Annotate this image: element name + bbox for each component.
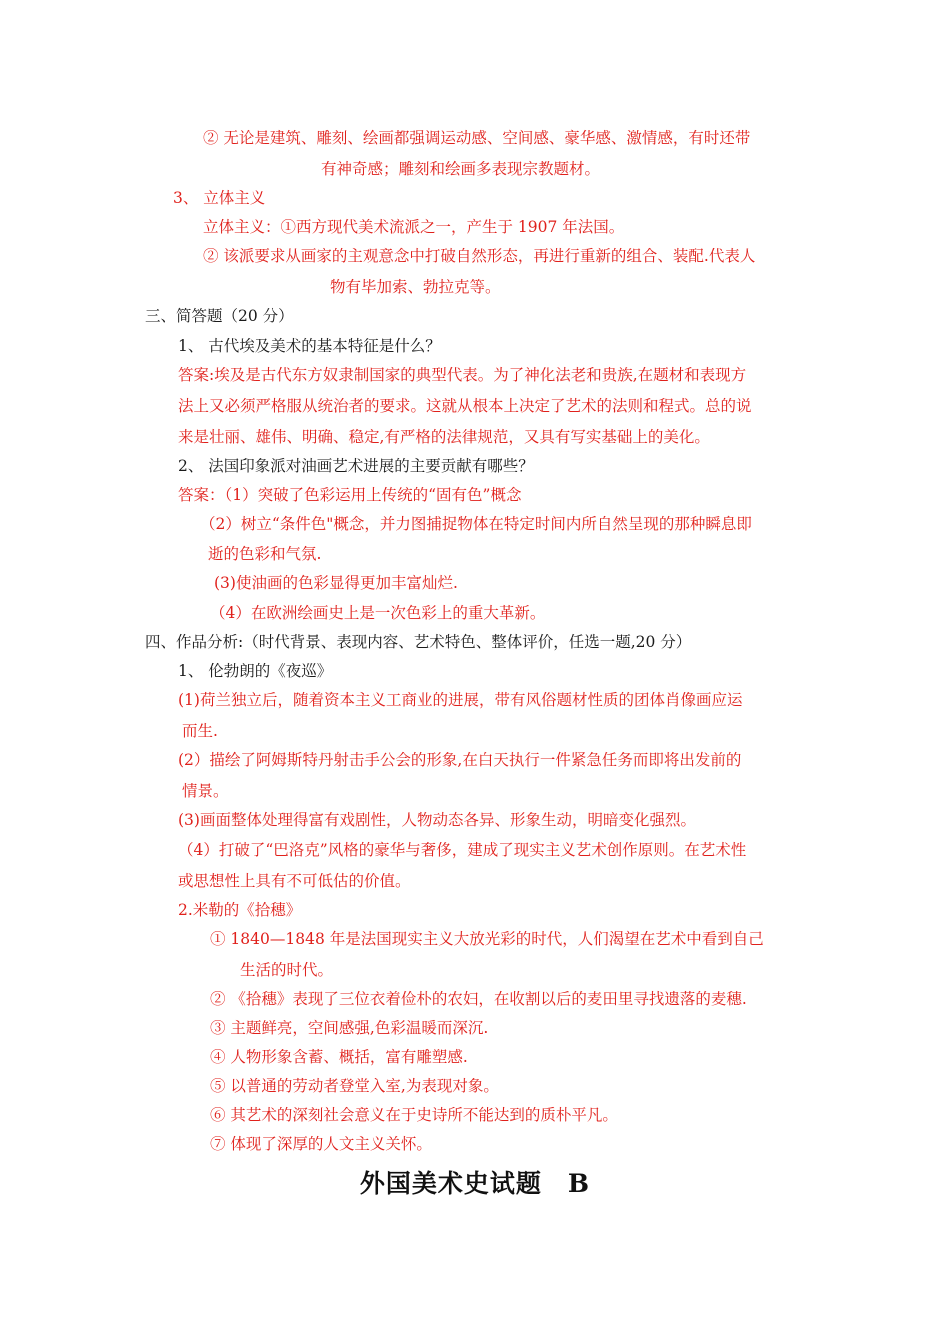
s3-question-2: 2、 法国印象派对油画艺术进展的主要贡献有哪些？ xyxy=(178,457,534,475)
s4-answer-1-line: (3)画面整体处理得富有戏剧性，人物动态各异、形象生动，明暗变化强烈。 xyxy=(178,811,696,829)
s3-answer-2-line: 逝的色彩和气氛. xyxy=(208,545,322,563)
cubism-point-2-line1: ② 该派要求从画家的主观意念中打破自然形态，再进行重新的组合、装配.代表人 xyxy=(203,247,756,265)
s4-answer-2-line: 生活的时代。 xyxy=(240,961,334,979)
s4-question-1: 1、 伦勃朗的《夜巡》 xyxy=(178,662,333,680)
s4-answer-2-line: ① 1840—1848 年是法国现实主义大放光彩的时代，人们渴望在艺术中看到自己 xyxy=(210,930,764,948)
s4-answer-1-line: （4）打破了“巴洛克”风格的豪华与奢侈，建成了现实主义艺术创作原则。在艺术性 xyxy=(178,841,747,859)
s4-answer-1-line: (2）描绘了阿姆斯特丹射击手公会的形象,在白天执行一件紧急任务而即将出发前的 xyxy=(178,751,742,769)
section-3-heading: 三、简答题（20 分） xyxy=(145,307,294,325)
s3-question-1: 1、 古代埃及美术的基本特征是什么？ xyxy=(178,337,441,355)
s4-answer-2-line: ⑦ 体现了深厚的人文主义关怀。 xyxy=(210,1135,432,1153)
s4-answer-2-line: ⑤ 以普通的劳动者登堂入室,为表现对象。 xyxy=(210,1077,499,1095)
section-4-heading: 四、作品分析:（时代背景、表现内容、艺术特色、整体评价，任选一题,20 分） xyxy=(145,633,692,651)
s3-answer-2-line: （2）树立“条件色"概念，并力图捕捉物体在特定时间内所自然呈现的那种瞬息即 xyxy=(200,515,752,533)
s4-answer-1-line: (1)荷兰独立后，随着资本主义工商业的进展，带有风俗题材性质的团体肖像画应运 xyxy=(178,691,743,709)
s4-answer-2-line: ④ 人物形象含蓄、概括，富有雕塑感. xyxy=(210,1048,468,1066)
s3-answer-2-line: (3)使油画的色彩显得更加丰富灿烂. xyxy=(214,574,458,592)
s4-answer-2-line: ⑥ 其艺术的深刻社会意义在于史诗所不能达到的质朴平凡。 xyxy=(210,1106,618,1124)
s4-answer-1-line: 而生. xyxy=(182,722,218,740)
baroque-point-2-line2: 有神奇感；雕刻和绘画多表现宗教题材。 xyxy=(321,160,601,178)
cubism-point-1: 立体主义：①西方现代美术流派之一，产生于 1907 年法国。 xyxy=(203,218,625,236)
s3-answer-1-line: 来是壮丽、雄伟、明确、稳定,有严格的法律规范，又具有写实基础上的美化。 xyxy=(178,428,710,446)
s3-answer-1-line: 答案:埃及是古代东方奴隶制国家的典型代表。为了神化法老和贵族,在题材和表现方 xyxy=(178,366,747,384)
s4-question-2: 2.米勒的《拾穗》 xyxy=(178,901,302,919)
s4-answer-1-line: 情景。 xyxy=(182,782,229,800)
s4-answer-2-line: ② 《拾穗》表现了三位衣着俭朴的农妇，在收割以后的麦田里寻找遗落的麦穗. xyxy=(210,990,747,1008)
s3-answer-2-line: 答案：（1）突破了色彩运用上传统的“固有色”概念 xyxy=(178,486,522,504)
cubism-point-2-line2: 物有毕加索、勃拉克等。 xyxy=(330,278,501,296)
s4-answer-2-line: ③ 主题鲜亮，空间感强,色彩温暖而深沉. xyxy=(210,1019,489,1037)
cubism-heading: 3、 立体主义 xyxy=(173,189,266,207)
baroque-point-2-line1: ② 无论是建筑、雕刻、绘画都强调运动感、空间感、豪华感、激情感，有时还带 xyxy=(203,129,751,147)
s3-answer-1-line: 法上又必须严格服从统治者的要求。这就从根本上决定了艺术的法则和程式。总的说 xyxy=(178,397,752,415)
s4-answer-1-line: 或思想性上具有不可低估的价值。 xyxy=(178,872,411,890)
exam-b-title: 外国美术史试题 B xyxy=(359,1169,591,1198)
s3-answer-2-line: （4）在欧洲绘画史上是一次色彩上的重大革新。 xyxy=(210,604,546,622)
